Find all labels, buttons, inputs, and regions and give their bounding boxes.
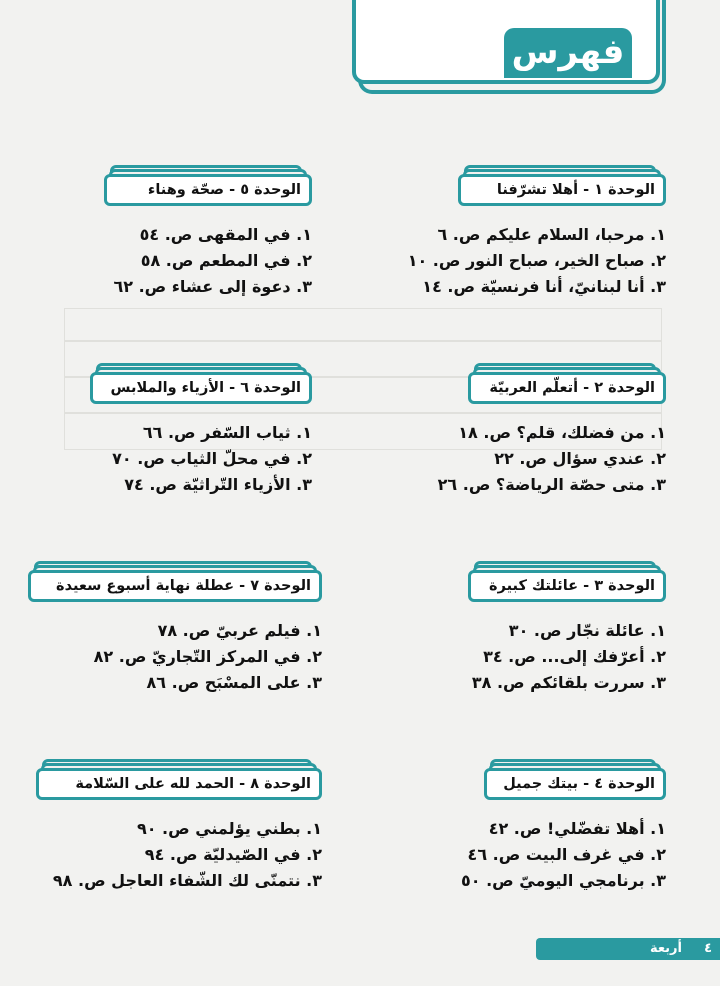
unit-title: الوحدة ٢ - أتعلّم العربيّة <box>468 372 666 404</box>
lesson-list <box>32 222 312 300</box>
page-number-word: أربعة <box>649 941 682 956</box>
lesson-item[interactable]: ٢. أعرّفك إلى... ص. ٣٤ <box>483 647 666 666</box>
unit-tab <box>22 766 322 796</box>
lesson-list <box>366 816 666 894</box>
lesson-item[interactable]: ١. عائلة نجّار ص. ٣٠ <box>508 621 666 640</box>
lesson-item[interactable]: ٣. سررت بلقائكم ص. ٣٨ <box>471 673 666 692</box>
unit-tab <box>32 370 312 400</box>
title-tab-frame <box>352 0 660 84</box>
unit-tab <box>366 172 666 202</box>
unit-title: الوحدة ٥ - صحّة وهناء <box>104 174 312 206</box>
lesson-item[interactable]: ٣. دعوة إلى عشاء ص. ٦٢ <box>113 277 312 296</box>
lesson-item[interactable]: ٣. على المسْبَح ص. ٨٦ <box>146 673 322 692</box>
lesson-list <box>22 816 322 894</box>
unit-tab <box>366 766 666 796</box>
unit-title: الوحدة ١ - أهلا تشرّفنا <box>458 174 666 206</box>
lesson-item[interactable]: ٣. برنامجي اليوميّ ص. ٥٠ <box>460 871 666 890</box>
toc-title-tab <box>352 0 672 98</box>
lesson-item[interactable]: ١. بطني يؤلمني ص. ٩٠ <box>136 819 322 838</box>
unit-title: الوحدة ٨ - الحمد لله على السّلامة <box>36 768 322 800</box>
bleed-through-divider <box>64 340 662 342</box>
unit-title: الوحدة ٧ - عطلة نهاية أسبوع سعيدة <box>28 570 322 602</box>
lesson-item[interactable]: ٢. في المركز التّجاريّ ص. ٨٢ <box>93 647 322 666</box>
unit-8[interactable] <box>22 766 322 910</box>
unit-tab <box>366 568 666 598</box>
lesson-item[interactable]: ١. فيلم عربيّ ص. ٧٨ <box>157 621 322 640</box>
unit-tab <box>366 370 666 400</box>
lesson-item[interactable]: ٣. الأزياء التّراثيّة ص. ٧٤ <box>124 475 312 494</box>
lesson-item[interactable]: ٣. أنا لبنانيّ، أنا فرنسيّة ص. ١٤ <box>422 277 666 296</box>
unit-2[interactable] <box>366 370 666 514</box>
unit-7[interactable] <box>22 568 322 712</box>
unit-tab <box>22 568 322 598</box>
page-number: ٤ <box>704 941 712 956</box>
lesson-item[interactable]: ٣. متى حصّة الرياضة؟ ص. ٢٦ <box>437 475 666 494</box>
lesson-item[interactable]: ١. ثياب السّفر ص. ٦٦ <box>142 423 312 442</box>
lesson-list <box>366 618 666 696</box>
page-number-bar <box>536 938 720 960</box>
lesson-item[interactable]: ٢. في المطعم ص. ٥٨ <box>140 251 312 270</box>
unit-tab <box>32 172 312 202</box>
lesson-item[interactable]: ١. أهلا تفضّلي! ص. ٤٢ <box>488 819 666 838</box>
unit-6[interactable] <box>32 370 312 514</box>
unit-title: الوحدة ٣ - عائلتك كبيرة <box>468 570 666 602</box>
lesson-item[interactable]: ٢. في محلّ الثياب ص. ٧٠ <box>112 449 312 468</box>
lesson-item[interactable]: ٣. نتمنّى لك الشّفاء العاجل ص. ٩٨ <box>52 871 322 890</box>
lesson-list <box>366 420 666 498</box>
unit-1[interactable] <box>366 172 666 316</box>
lesson-item[interactable]: ١. من فضلك، قلم؟ ص. ١٨ <box>458 423 666 442</box>
lesson-list <box>366 222 666 300</box>
lesson-item[interactable]: ٢. عندي سؤال ص. ٢٢ <box>494 449 666 468</box>
lesson-item[interactable]: ١. في المقهى ص. ٥٤ <box>139 225 312 244</box>
unit-4[interactable] <box>366 766 666 910</box>
lesson-item[interactable]: ٢. صباح الخير، صباح النور ص. ١٠ <box>407 251 666 270</box>
unit-5[interactable] <box>32 172 312 316</box>
unit-title: الوحدة ٦ - الأزياء والملابس <box>90 372 312 404</box>
unit-title: الوحدة ٤ - بيتك جميل <box>484 768 666 800</box>
page-title: فهرس <box>504 28 632 78</box>
unit-3[interactable] <box>366 568 666 712</box>
lesson-item[interactable]: ٢. في الصّيدليّة ص. ٩٤ <box>144 845 322 864</box>
lesson-list <box>32 420 312 498</box>
lesson-list <box>22 618 322 696</box>
lesson-item[interactable]: ١. مرحبا، السلام عليكم ص. ٦ <box>437 225 666 244</box>
lesson-item[interactable]: ٢. في غرف البيت ص. ٤٦ <box>467 845 666 864</box>
